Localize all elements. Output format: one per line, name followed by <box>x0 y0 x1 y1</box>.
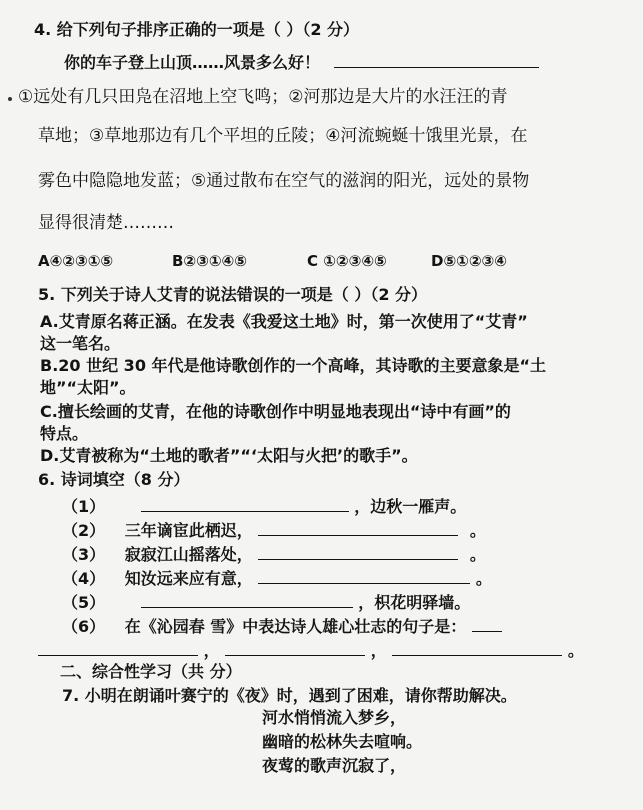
q5-option-d[interactable]: D.艾青被称为“土地的歌者”“‘太阳与火把’的歌手”。 <box>40 446 418 465</box>
q4-option-b[interactable]: B②③①④⑤ <box>172 252 247 270</box>
q6-item-6-answer-line <box>38 640 584 659</box>
q6-item-6-blank-a[interactable] <box>472 616 502 632</box>
q6-item-2-text: 三年谪宦此栖迟， <box>124 521 253 540</box>
q7-poem-line-3: 夜莺的歌声沉寂了， <box>262 756 407 775</box>
q4-option-c[interactable]: C ①②③④⑤ <box>307 252 387 270</box>
q4-option-a[interactable]: A④②③①⑤ <box>38 252 114 270</box>
q6-item-6-comma-2: ， <box>370 641 387 660</box>
q6-item-2-end: 。 <box>469 521 486 540</box>
q6-item-3-number: （3） <box>62 545 106 564</box>
q6-item-3-text: 寂寂江山摇落处， <box>124 545 253 564</box>
q6-item-5-text: ，枳花明驿墙。 <box>358 593 471 612</box>
q6-item-3 <box>62 544 486 563</box>
q5-option-c-line-1[interactable]: C.擅长绘画的艾青，在他的诗歌创作中明显地表现出“诗中有画”的 <box>40 402 511 421</box>
q6-item-6 <box>62 616 502 635</box>
q6-item-6-period: 。 <box>567 641 584 660</box>
q6-stem: 6. 诗词填空（8 分） <box>38 470 190 489</box>
q4-passage-line-4: 显得很清楚……… <box>38 213 174 233</box>
q4-passage-line-3: 雾色中隐隐地发蓝；⑤通过散布在空气的滋润的阳光，远处的景物 <box>38 171 530 191</box>
q7-stem: 7. 小明在朗诵叶赛宁的《夜》时，遇到了困难，请你帮助解决。 <box>62 686 517 705</box>
q6-item-4-end: 。 <box>475 569 492 588</box>
section-2-heading: 二、综合性学习（共 分） <box>60 662 242 681</box>
q6-item-1-blank[interactable] <box>141 496 349 512</box>
q7-poem-line-1: 河水悄悄流入梦乡， <box>262 708 407 727</box>
q6-item-1-number: （1） <box>62 497 106 516</box>
q6-item-6-text: 在《沁园春 雪》中表达诗人雄心壮志的句子是： <box>124 617 467 636</box>
q5-option-b-line-1[interactable]: B.20 世纪 30 年代是他诗歌创作的一个高峰，其诗歌的主要意象是“土 <box>40 356 547 375</box>
q6-item-6-comma-1: ， <box>203 641 220 660</box>
q4-stem: 4. 给下列句子排序正确的一项是（ ）（2 分） <box>34 20 360 39</box>
q4-answer-blank[interactable] <box>334 52 539 68</box>
q4-passage-line-1: ①远处有几只田凫在沼地上空飞鸣；②河那边是大片的水汪汪的青 <box>18 87 508 107</box>
q6-item-4 <box>62 568 492 587</box>
q6-item-3-blank[interactable] <box>258 544 458 560</box>
q6-item-2-number: （2） <box>62 521 106 540</box>
q5-option-c-line-2[interactable]: 特点。 <box>40 424 89 443</box>
stray-mark <box>8 97 12 101</box>
q6-item-6-blank-b[interactable] <box>38 640 198 656</box>
q5-stem: 5. 下列关于诗人艾青的说法错误的一项是（ ）（2 分） <box>38 285 428 304</box>
q6-item-6-number: （6） <box>62 617 106 636</box>
q6-item-4-number: （4） <box>62 569 106 588</box>
q4-sentence-text: 你的车子登上山顶……风景多么好！ <box>64 53 321 72</box>
q6-item-1 <box>62 496 466 515</box>
q4-passage-line-2: 草地；③草地那边有几个平坦的丘陵；④河流蜿蜒十饿里光景，在 <box>38 126 528 146</box>
q7-poem-line-2: 幽暗的松林失去喧响。 <box>262 732 423 751</box>
q6-item-4-blank[interactable] <box>258 568 470 584</box>
q6-item-3-end: 。 <box>469 545 486 564</box>
q5-option-a-line-1[interactable]: A.艾青原名蒋正涵。在发表《我爱这土地》时，第一次使用了“艾青” <box>40 312 528 331</box>
q6-item-6-blank-c[interactable] <box>225 640 365 656</box>
q5-option-b-line-2[interactable]: 地”“太阳”。 <box>40 378 136 397</box>
q6-item-4-text: 知汝远来应有意， <box>124 569 253 588</box>
q6-item-6-blank-d[interactable] <box>392 640 562 656</box>
q4-sentence <box>64 52 539 71</box>
q4-option-d[interactable]: D⑤①②③④ <box>431 252 507 270</box>
q6-item-2-blank[interactable] <box>258 520 458 536</box>
q6-item-5-number: （5） <box>62 593 106 612</box>
q6-item-2 <box>62 520 486 539</box>
q5-option-a-line-2[interactable]: 这一笔名。 <box>40 334 121 353</box>
q6-item-1-text: ，边秋一雁声。 <box>354 497 467 516</box>
q6-item-5-blank[interactable] <box>141 592 353 608</box>
q6-item-5 <box>62 592 470 611</box>
